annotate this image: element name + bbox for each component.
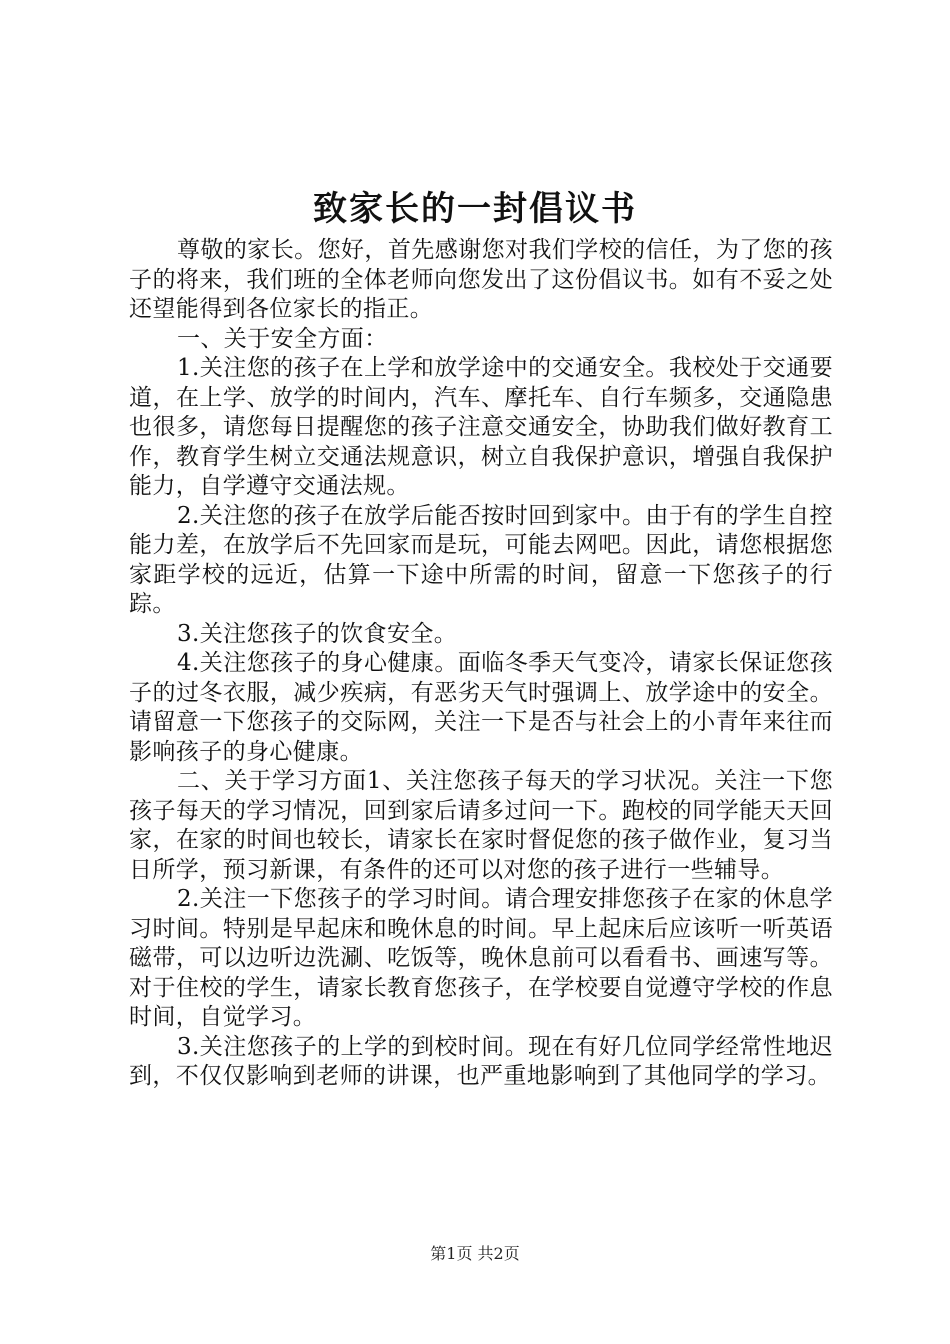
document-title: 致家长的一封倡议书 — [313, 189, 637, 229]
page-number-footer: 第1页 共2页 — [430, 1244, 520, 1263]
paragraph-arrival-time: 3.关注您孩子的上学的到校时间。现在有好几位同学经常性地迟到，不仅仅影响到老师的讲课，也严重地影响到了其他同学的学习。 — [129, 1033, 833, 1089]
paragraph-study-time: 2.关注一下您孩子的学习时间。请合理安排您孩子在家的休息学习时间。特别是早起床和晚休息的时间。早上起床后应该听一听英语磁带，可以边听边洗涮、吃饭等，晚休息前可以看看书、画速写等。对于住校的学生，请家长教育您孩子，在学校要自觉遵守学校的作息时间，自觉学习。 — [129, 886, 833, 1030]
paragraph-traffic-safety: 1.关注您的孩子在上学和放学途中的交通安全。我校处于交通要道，在上学、放学的时间内，汽车、摩托车、自行车频多，交通隐患也很多，请您每日提醒您的孩子注意交通安全，协助我们做好教育工作，教育学生树立交通法规意识，树立自我保护意识，增强自我保护能力，自学遵守交通法规。 — [129, 355, 833, 499]
paragraph-greeting: 尊敬的家长。您好，首先感谢您对我们学校的信任，为了您的孩子的将来，我们班的全体老师向您发出了这份倡议书。如有不妥之处还望能得到各位家长的指正。 — [129, 237, 833, 322]
section-heading-safety: 一、关于安全方面： — [177, 325, 388, 352]
paragraph-return-home: 2.关注您的孩子在放学后能否按时回到家中。由于有的学生自控能力差，在放学后不先回家而是玩，可能去网吧。因此，请您根据您家距学校的远近，估算一下途中所需的时间，留意一下您孩子的行踪。 — [129, 502, 833, 617]
paragraph-health: 4.关注您孩子的身心健康。面临冬季天气变冷，请家长保证您孩子的过冬衣服，减少疾病，有恶劣天气时强调上、放学途中的安全。请留意一下您孩子的交际网，关注一下是否与社会上的小青年来往而影响孩子的身心健康。 — [129, 650, 833, 765]
document-body — [129, 236, 833, 1092]
paragraph-study-status: 二、关于学习方面1、关注您孩子每天的学习状况。关注一下您孩子每天的学习情况，回到家后请多过问一下。跑校的同学能天天回家，在家的时间也较长，请家长在家时督促您的孩子做作业，复习当日所学，预习新课，有条件的还可以对您的孩子进行一些辅导。 — [129, 768, 833, 883]
paragraph-food-safety: 3.关注您孩子的饮食安全。 — [177, 620, 458, 647]
